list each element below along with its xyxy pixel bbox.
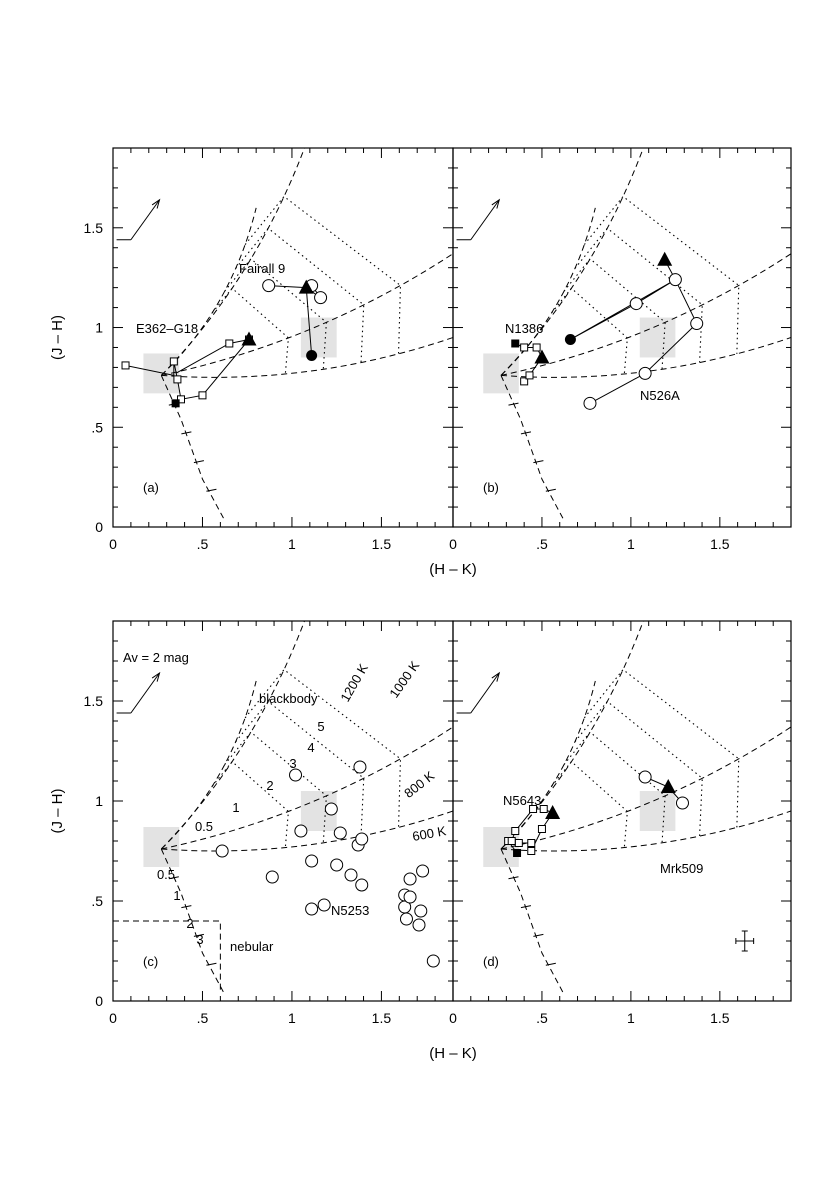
x-tick-label: 1: [288, 1010, 296, 1026]
temperature-label: 1200 K: [337, 661, 371, 705]
mixing-fraction-label: 4: [307, 740, 315, 755]
data-point-square: [538, 826, 545, 833]
data-point-circle: [584, 397, 596, 409]
data-point-circle: [400, 913, 412, 925]
blackbody-mixing-curve: [501, 681, 595, 849]
data-point-circle: [306, 855, 318, 867]
blackbody-label: blackbody: [259, 691, 318, 706]
y-tick-label: 1.5: [83, 219, 103, 236]
data-point-square: [174, 376, 181, 383]
y-tick-label: 1: [95, 319, 103, 336]
x-tick-label: 1.5: [371, 536, 392, 552]
blackbody-mixing-curve: [161, 208, 256, 376]
data-point-square: [512, 828, 519, 835]
temperature-label: 800 K: [401, 768, 438, 801]
data-point-circle: [216, 845, 228, 857]
start-point-filled-square: [172, 399, 180, 407]
nebular-fraction-label: 3: [196, 932, 204, 947]
data-point-square: [528, 848, 535, 855]
panel-c: [49, 621, 453, 1026]
end-point-filled-triangle: [657, 252, 672, 266]
fraction-contour: [575, 701, 702, 836]
object-label: E362–G18: [136, 321, 199, 336]
data-point-circle: [318, 899, 330, 911]
x-tick-label: .5: [196, 1010, 209, 1026]
x-tick-label: .5: [536, 1010, 548, 1026]
data-point-square: [521, 344, 528, 351]
data-point-circle: [356, 833, 368, 845]
data-point-square: [526, 372, 533, 379]
start-point-filled-circle: [565, 334, 576, 345]
data-point-circle: [413, 919, 425, 931]
fraction-contour: [212, 762, 288, 848]
mixing-fraction-label: 3: [289, 756, 297, 771]
x-tick-label: 1: [288, 536, 296, 552]
end-point-filled-triangle: [242, 331, 257, 345]
mixing-fraction-label: 0.5: [194, 819, 214, 834]
y-axis-label: (J – H): [49, 315, 66, 360]
data-point-square: [528, 840, 535, 847]
object-label: N5253: [331, 903, 370, 918]
quasar-region: [640, 791, 676, 831]
object-label: N5643: [503, 793, 542, 808]
panel-d: [449, 621, 791, 1026]
x-axis-label-top: (H – K): [429, 561, 477, 578]
data-point-circle: [669, 274, 681, 286]
reddening-vector: [131, 673, 160, 713]
data-point-circle: [263, 280, 275, 292]
x-tick-label: 0: [449, 1010, 457, 1026]
x-tick-label: 1.5: [710, 1010, 730, 1026]
y-tick-label: .5: [91, 893, 103, 909]
quasar-region: [640, 318, 676, 358]
data-point-circle: [354, 761, 366, 773]
data-point-circle: [404, 873, 416, 885]
data-point-square: [122, 362, 129, 369]
y-tick-label: .5: [91, 419, 103, 436]
data-point-circle: [295, 825, 307, 837]
object-label: Mrk509: [660, 861, 704, 876]
nebular-fraction-label: 2: [186, 916, 194, 931]
normal-galaxy-region: [483, 353, 519, 393]
start-point-filled-circle: [306, 350, 317, 361]
fraction-contour: [552, 288, 628, 374]
quasar-region: [301, 318, 337, 358]
panel-label: (a): [143, 480, 159, 495]
data-point-circle: [315, 292, 327, 304]
x-tick-label: 1: [626, 536, 635, 552]
object-label: Fairall 9: [239, 261, 286, 276]
data-point-square: [508, 838, 515, 845]
reddening-vector: [471, 200, 499, 240]
x-tick-label: 1.5: [371, 1010, 392, 1026]
data-point-circle: [639, 771, 651, 783]
data-point-square: [533, 344, 540, 351]
x-tick-label: 1.5: [710, 536, 730, 552]
x-tick-label: .5: [536, 536, 548, 552]
y-tick-label: 1.5: [83, 693, 103, 709]
y-tick-label: 0: [95, 993, 103, 1009]
mixing-fraction-label: 1: [232, 800, 240, 815]
nebular-track: [501, 849, 563, 993]
reddening-arrowhead: [492, 673, 499, 682]
data-point-square: [170, 358, 177, 365]
data-point-circle: [630, 298, 642, 310]
reddening-vector-label: Av = 2 mag: [123, 650, 189, 665]
data-point-circle: [325, 803, 337, 815]
data-point-circle: [306, 903, 318, 915]
reddening-vector: [131, 200, 160, 240]
panel-frame: [113, 148, 453, 527]
blackbody-mixing-curve: [501, 621, 643, 849]
nebular-tick: [533, 934, 543, 936]
data-point-circle: [427, 955, 439, 967]
data-point-circle: [404, 891, 416, 903]
mixing-fraction-label: 5: [317, 719, 325, 734]
panel-frame: [453, 621, 791, 1001]
y-axis-label: (J – H): [49, 788, 66, 834]
x-tick-label: 0: [109, 536, 117, 552]
start-point-filled-square: [513, 849, 521, 857]
x-tick-label: 0: [449, 536, 457, 552]
nebular-fraction-label: 1: [173, 888, 181, 903]
data-point-circle: [417, 865, 429, 877]
data-point-circle: [676, 797, 688, 809]
data-point-circle: [415, 905, 427, 917]
x-tick-label: 0: [109, 1010, 117, 1026]
y-tick-label: 0: [95, 519, 103, 535]
data-point-square: [199, 392, 206, 399]
nebular-label: nebular: [230, 939, 274, 954]
nebular-tick: [533, 461, 543, 463]
fraction-contour: [212, 288, 288, 374]
nebular-track: [501, 375, 563, 519]
end-point-filled-triangle: [534, 349, 549, 363]
error-bar: [736, 931, 754, 951]
data-point-circle: [345, 869, 357, 881]
fraction-contour: [236, 701, 364, 836]
normal-galaxy-region: [143, 827, 179, 867]
object-label: N526A: [640, 388, 680, 403]
panel-label: (c): [143, 954, 159, 969]
start-point-filled-square: [511, 339, 519, 347]
fraction-contour: [552, 762, 628, 848]
temperature-label: 1000 K: [386, 658, 423, 701]
x-tick-label: 1: [626, 1010, 635, 1026]
mixing-fraction-label: 2: [266, 778, 274, 793]
x-axis-label-bottom: (H – K): [429, 1045, 477, 1062]
data-point-square: [515, 840, 522, 847]
reddening-arrowhead: [492, 200, 499, 209]
object-label: N1386: [505, 321, 544, 336]
blackbody-mixing-curve: [501, 208, 595, 376]
data-point-circle: [356, 879, 368, 891]
x-tick-label: .5: [196, 536, 209, 552]
data-point-circle: [691, 318, 703, 330]
data-point-circle: [266, 871, 278, 883]
data-point-circle: [334, 827, 346, 839]
data-point-circle: [331, 859, 343, 871]
y-tick-label: 1: [95, 793, 103, 809]
data-point-square: [226, 340, 233, 347]
panel-label: (b): [483, 480, 499, 495]
panel-a: [49, 148, 453, 552]
panel-frame: [453, 148, 791, 527]
end-point-filled-triangle: [661, 779, 676, 793]
reddening-vector: [471, 673, 499, 713]
fraction-contour: [236, 228, 364, 362]
nebular-fraction-label: 0.5: [156, 867, 176, 882]
panel-b: [449, 148, 791, 552]
temperature-label: 600 K: [411, 823, 448, 844]
data-point-circle: [639, 367, 651, 379]
panel-label: (d): [483, 954, 499, 969]
